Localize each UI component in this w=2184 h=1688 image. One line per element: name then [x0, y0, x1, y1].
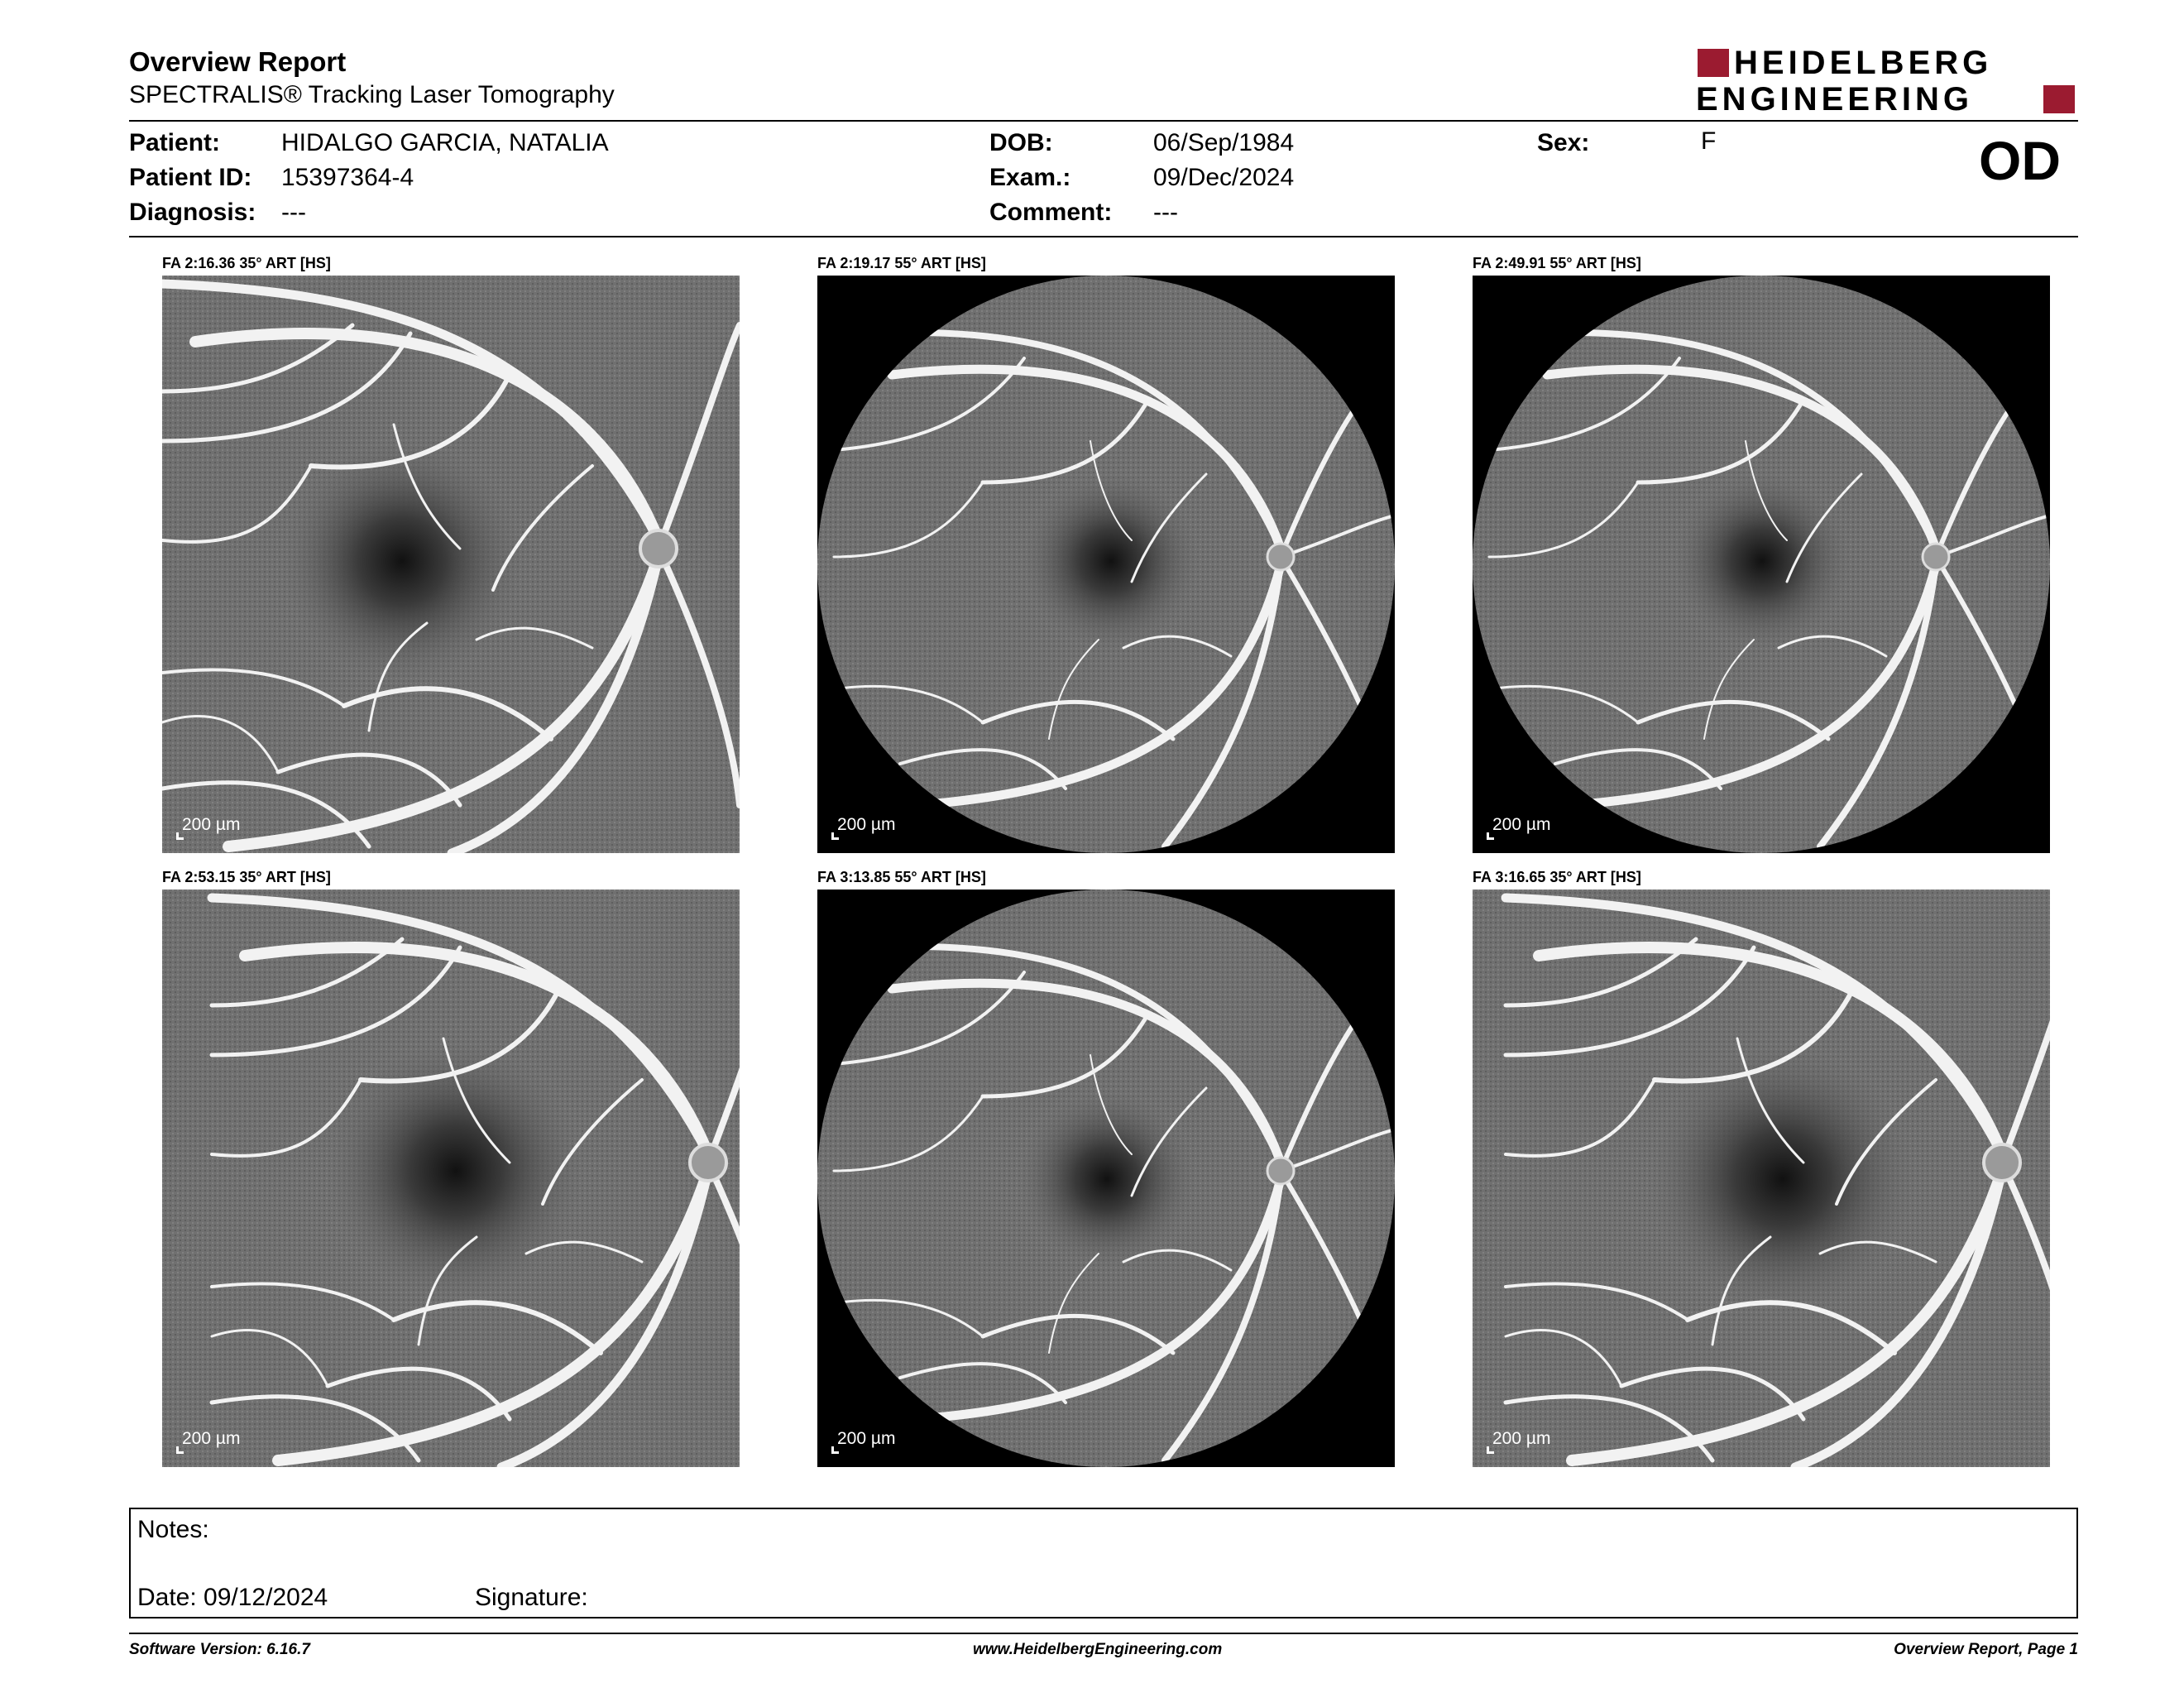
fundus-angiogram-5 [817, 890, 1395, 1467]
sex-value: F [1701, 127, 1717, 155]
notes-label: Notes: [137, 1516, 209, 1543]
logo-line-1: HEIDELBERG [1734, 45, 1993, 81]
patient-name: HIDALGO GARCIA, NATALIA [281, 129, 609, 156]
fundus-angiogram-6 [1473, 890, 2050, 1467]
dob-value: 06/Sep/1984 [1153, 129, 1295, 156]
fundus-angiogram-1 [162, 276, 740, 853]
patient-id: 15397364-4 [281, 164, 414, 191]
patient-id-label: Patient ID: [129, 164, 252, 191]
fundus-angiogram-3 [1473, 276, 2050, 853]
footer-divider [129, 1633, 2078, 1634]
exam-date: 09/Dec/2024 [1153, 164, 1295, 191]
fundus-angiogram-2 [817, 276, 1395, 853]
image-caption-1: FA 2:16.36 35° ART [HS] [162, 255, 331, 271]
scale-label-6: 200 µm [1492, 1429, 1551, 1448]
dob-label: DOB: [989, 129, 1053, 156]
header-divider [129, 120, 2078, 122]
page-number: Overview Report, Page 1 [1894, 1641, 2078, 1658]
report-subtitle: SPECTRALIS® Tracking Laser Tomography [129, 81, 615, 108]
image-caption-2: FA 2:19.17 55° ART [HS] [817, 255, 986, 271]
notes-date: Date: 09/12/2024 [137, 1584, 328, 1611]
diagnosis-value: --- [281, 199, 306, 226]
image-caption-5: FA 3:13.85 55° ART [HS] [817, 869, 986, 885]
software-version: Software Version: 6.16.7 [129, 1641, 310, 1658]
logo-red-square-right [2043, 85, 2075, 113]
image-caption-4: FA 2:53.15 35° ART [HS] [162, 869, 331, 885]
image-caption-3: FA 2:49.91 55° ART [HS] [1473, 255, 1641, 271]
signature-label: Signature: [475, 1584, 588, 1611]
fundus-image-4[interactable] [162, 890, 740, 1467]
scale-label-3: 200 µm [1492, 815, 1551, 834]
eye-laterality: OD [1979, 130, 2061, 191]
logo-red-square-left [1698, 49, 1729, 77]
notes-box [129, 1508, 2078, 1618]
fundus-image-2[interactable] [817, 276, 1395, 853]
fundus-image-5[interactable] [817, 890, 1395, 1467]
scale-label-4: 200 µm [182, 1429, 241, 1448]
heidelberg-logo [1696, 46, 2078, 116]
scale-label-2: 200 µm [837, 815, 896, 834]
report-title: Overview Report [129, 46, 347, 77]
logo-line-2: ENGINEERING [1696, 81, 1974, 117]
fundus-image-1[interactable] [162, 276, 740, 853]
scale-label-1: 200 µm [182, 815, 241, 834]
comment-label: Comment: [989, 199, 1113, 226]
website-link[interactable]: www.HeidelbergEngineering.com [973, 1641, 1223, 1658]
patient-label: Patient: [129, 129, 221, 156]
sex-label: Sex: [1537, 129, 1590, 156]
diagnosis-label: Diagnosis: [129, 199, 256, 226]
fundus-image-6[interactable] [1473, 890, 2050, 1467]
fundus-angiogram-4 [162, 890, 740, 1467]
fundus-image-3[interactable] [1473, 276, 2050, 853]
comment-value: --- [1153, 199, 1178, 226]
scale-label-5: 200 µm [837, 1429, 896, 1448]
exam-label: Exam.: [989, 164, 1071, 191]
info-divider [129, 236, 2078, 237]
image-caption-6: FA 3:16.65 35° ART [HS] [1473, 869, 1641, 885]
